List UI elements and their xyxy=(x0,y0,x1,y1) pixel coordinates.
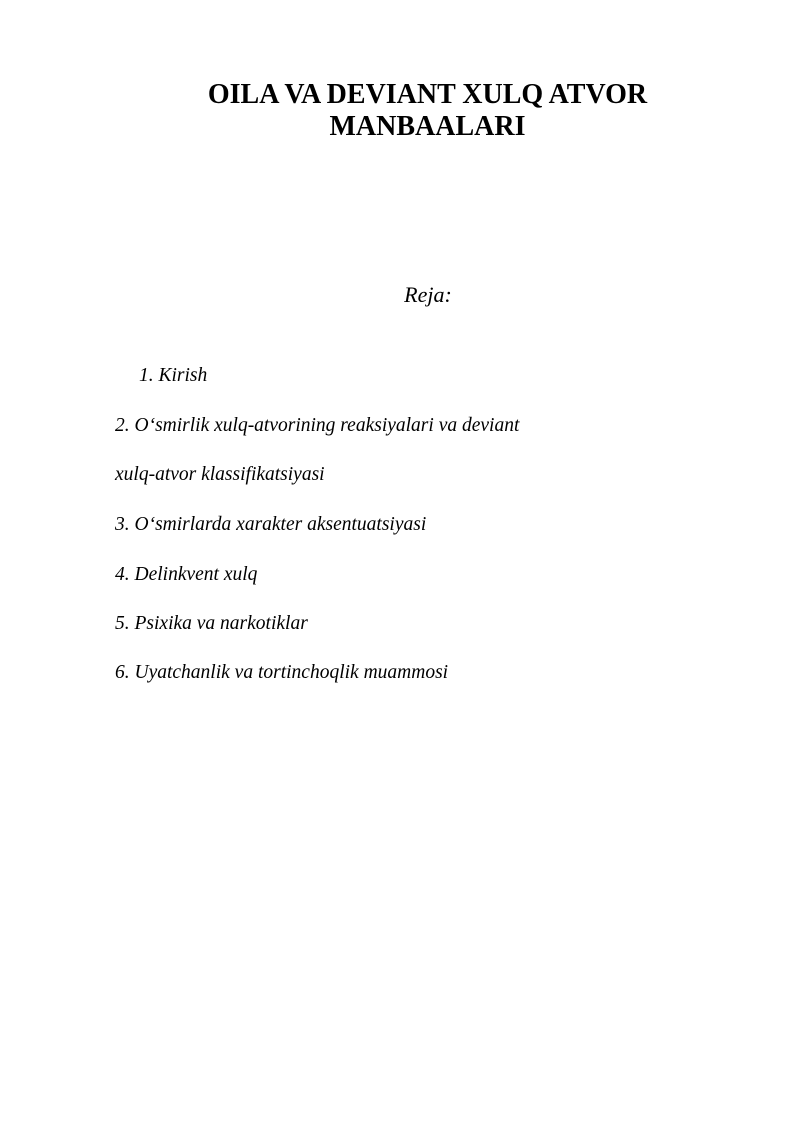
plan-item-6: 6. Uyatchanlik va tortinchoqlik muammosi xyxy=(115,662,449,683)
plan-item-2: 2. O‘smirlik xulq-atvorining reaksiyalari va deviant xyxy=(115,415,520,436)
title-line-2: MANBAALARI xyxy=(329,111,526,142)
title-line-1: OILA VA DEVIANT XULQ ATVOR xyxy=(207,79,648,110)
document-title xyxy=(170,79,685,143)
plan-item-2-continued: xulq-atvor klassifikatsiyasi xyxy=(115,464,325,485)
plan-heading: Reja: xyxy=(404,282,452,307)
plan-item-3: 3. O‘smirlarda xarakter aksentuatsiyasi xyxy=(115,514,427,535)
plan-item-1: 1. Kirish xyxy=(139,365,208,386)
plan-item-5: 5. Psixika va narkotiklar xyxy=(115,613,308,634)
plan-item-4: 4. Delinkvent xulq xyxy=(115,564,258,585)
